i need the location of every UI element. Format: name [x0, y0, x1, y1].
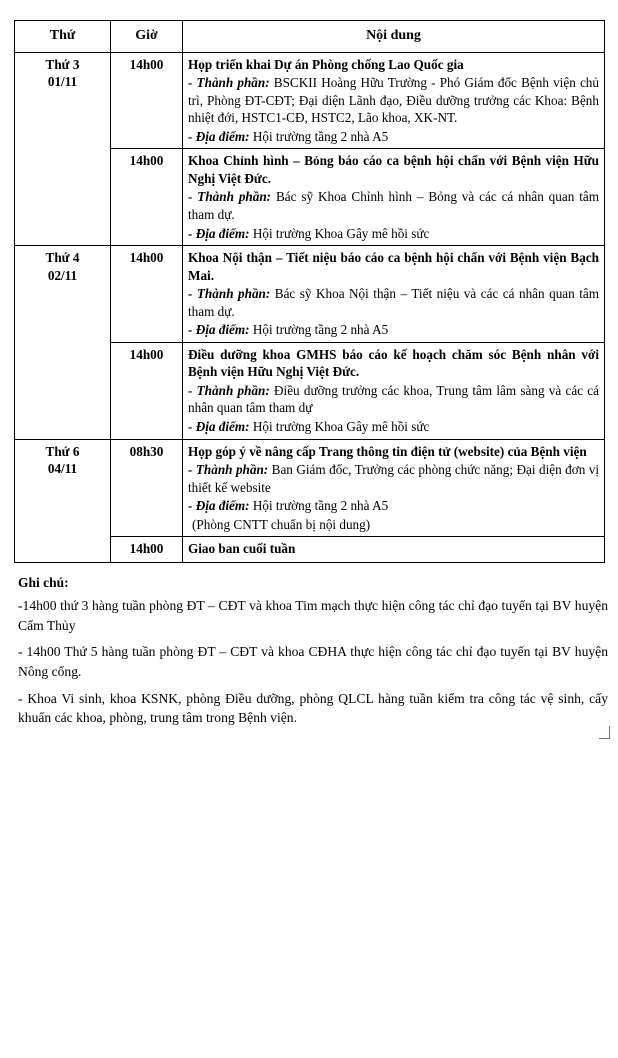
time-cell: 14h00: [111, 342, 183, 439]
content-cell: [183, 342, 605, 439]
location-label: - Địa điểm:: [188, 498, 250, 514]
time-cell: 08h30: [111, 439, 183, 537]
event-participants-line: [188, 74, 599, 127]
table-row: [15, 439, 605, 537]
day-cell: [15, 439, 111, 562]
event-location-line: [188, 418, 599, 436]
day-label: Thứ 4 02/11: [45, 250, 80, 283]
participants-text: Điều dưỡng trưởng các khoa, Trung tâm lâm sàng và các cá nhân quan tâm tham dự: [188, 382, 600, 416]
schedule-table: [14, 20, 605, 563]
event-participants-line: [188, 382, 599, 417]
page-corner-mark: [599, 726, 610, 739]
location-text: Hội trường Khoa Gây mê hồi sức: [249, 419, 430, 434]
event-title: Họp triển khai Dự án Phòng chống Lao Quốc gia: [188, 56, 464, 72]
location-text: Hội trường tầng 2 nhà A5: [249, 322, 389, 338]
location-label: - Địa điểm:: [188, 128, 250, 144]
time-cell: 14h00: [111, 537, 183, 563]
column-header-day: Thứ: [15, 21, 111, 53]
participants-text: Ban Giám đốc, Trưởng các phòng chức năng; Đại diện đơn vị thiết kế website: [188, 462, 599, 495]
participants-label: - Thành phần:: [188, 189, 272, 205]
participants-label: - Thành phần:: [188, 382, 270, 398]
participants-text: Bác sỹ Khoa Chỉnh hình – Bỏng và các cá nhân quan tâm tham dự.: [188, 189, 599, 222]
event-participants-line: [188, 461, 599, 496]
content-cell: [183, 149, 605, 246]
participants-label: - Thành phần:: [188, 286, 271, 302]
column-header-content: Nội dung: [183, 21, 605, 53]
note-line: - 14h00 Thứ 5 hàng tuần phòng ĐT – CĐT và khoa CĐHA thực hiện công tác chỉ đạo tuyến tại BV huyện Nông cống.: [18, 644, 608, 679]
notes-section: [14, 575, 608, 728]
event-location-line: [188, 321, 599, 339]
participants-text: BSCKII Hoàng Hữu Trường - Phó Giám đốc Bệnh viện chủ trì, Phòng ĐT-CĐT; Đại diện Lãnh đạo, Điều dưỡng trưởng các Khoa: Bệnh nhiệt đới, HSTC1-CĐ, HSTC2, Lão khoa, XK-NT.: [188, 75, 599, 126]
day-cell: [15, 246, 111, 439]
event-location-line: [188, 128, 599, 146]
table-row: [15, 52, 605, 149]
event-participants-line: [188, 285, 599, 320]
content-cell: [183, 439, 605, 537]
content-cell: [183, 52, 605, 149]
table-row: [15, 246, 605, 343]
event-title: Khoa Nội thận – Tiết niệu báo cáo ca bệnh hội chẩn với Bệnh viện Bạch Mai.: [188, 250, 599, 283]
day-label: Thứ 6 04/11: [45, 443, 80, 477]
column-header-time: Giờ: [111, 21, 183, 53]
content-cell: [183, 246, 605, 343]
location-text: Hội trường tầng 2 nhà A5: [249, 498, 389, 514]
event-title: Họp góp ý về nâng cấp Trang thông tin điện tử (website) của Bệnh viện: [188, 443, 587, 459]
location-text: Hội trường Khoa Gây mê hồi sức: [249, 225, 430, 241]
time-cell: 14h00: [111, 149, 183, 246]
event-extra-note: (Phòng CNTT chuẩn bị nội dung): [192, 516, 371, 532]
participants-label: - Thành phần:: [188, 75, 270, 91]
participants-label: - Thành phần:: [188, 462, 269, 478]
participants-text: Bác sỹ Khoa Nội thận – Tiết niệu và các cá nhân quan tâm tham dự.: [188, 286, 599, 319]
location-label: - Địa điểm:: [188, 419, 250, 434]
table-header-row: [15, 21, 605, 53]
content-cell: [183, 537, 605, 563]
time-cell: 14h00: [111, 52, 183, 149]
event-title: Điều dưỡng khoa GMHS báo cáo kế hoạch chăm sóc Bệnh nhân với Bệnh viện Hữu Nghị Việt Đức.: [188, 346, 599, 380]
location-label: - Địa điểm:: [188, 225, 250, 241]
notes-title: Ghi chú:: [18, 574, 69, 590]
note-line: -14h00 thứ 3 hàng tuần phòng ĐT – CĐT và khoa Tim mạch thực hiện công tác chỉ đạo tuyến tại BV huyện Cẩm Thủy: [18, 597, 608, 633]
event-location-line: [188, 497, 599, 515]
event-participants-line: [188, 188, 599, 223]
day-cell: [15, 52, 111, 245]
day-label: Thứ 3 01/11: [45, 56, 80, 90]
note-line: - Khoa Vi sinh, khoa KSNK, phòng Điều dưỡng, phòng QLCL hàng tuần kiểm tra công tác vệ sinh, cấy khuẩn các khoa, phòng, trung tâm trong Bệnh viện.: [18, 690, 608, 726]
location-text: Hội trường tầng 2 nhà A5: [249, 128, 389, 144]
time-cell: 14h00: [111, 246, 183, 343]
event-title: Khoa Chỉnh hình – Bỏng báo cáo ca bệnh hội chẩn với Bệnh viện Hữu Nghị Việt Đức.: [188, 153, 599, 186]
event-location-line: [188, 225, 599, 243]
location-label: - Địa điểm:: [188, 322, 250, 338]
event-title: Giao ban cuối tuần: [188, 541, 296, 557]
